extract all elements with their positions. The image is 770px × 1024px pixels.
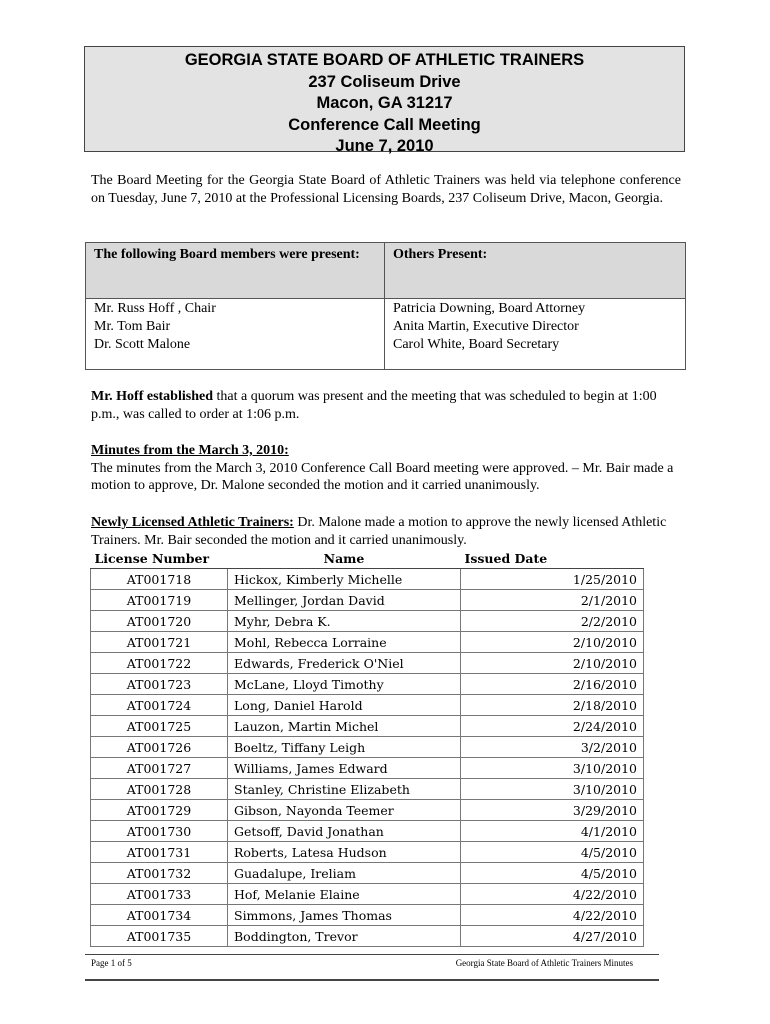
minutes-text: The minutes from the March 3, 2010 Conference Call Board meeting were approved. – Mr. Bair made a motion to approve, Dr. Malone seconded the motion and it carried unanimously. [91, 460, 674, 493]
table-row [91, 884, 644, 905]
license-number-cell: AT001726 [91, 737, 228, 758]
license-number-cell: AT001734 [91, 905, 228, 926]
license-number-cell: AT001718 [91, 569, 228, 590]
issued-date-cell: 2/24/2010 [461, 716, 644, 737]
others-present-list [385, 298, 685, 369]
table-row [91, 611, 644, 632]
name-cell: Long, Daniel Harold [228, 695, 461, 716]
quorum-paragraph [91, 388, 681, 423]
name-cell: Roberts, Latesa Hudson [228, 842, 461, 863]
license-number-cell: AT001721 [91, 632, 228, 653]
license-number-cell: AT001727 [91, 758, 228, 779]
name-cell: Edwards, Frederick O'Niel [228, 653, 461, 674]
other-attendee: Patricia Downing, Board Attorney [393, 301, 586, 316]
name-cell: Simmons, James Thomas [228, 905, 461, 926]
table-row [91, 926, 644, 947]
address-street: 237 Coliseum Drive [308, 72, 461, 91]
issued-date-cell: 4/5/2010 [461, 842, 644, 863]
document-header [84, 46, 685, 155]
issued-date-cell: 4/1/2010 [461, 821, 644, 842]
license-number-cell: AT001732 [91, 863, 228, 884]
issued-date-cell: 4/22/2010 [461, 884, 644, 905]
board-member: Dr. Scott Malone [94, 337, 191, 352]
table-row [91, 737, 644, 758]
issued-date-cell: 3/10/2010 [461, 779, 644, 800]
license-number-cell: AT001722 [91, 653, 228, 674]
name-cell: Boddington, Trevor [228, 926, 461, 947]
other-attendee: Carol White, Board Secretary [393, 337, 560, 352]
page-footer [85, 954, 659, 981]
issued-date-cell: 4/5/2010 [461, 863, 644, 884]
name-cell: Stanley, Christine Elizabeth [228, 779, 461, 800]
license-number-cell: AT001725 [91, 716, 228, 737]
issued-date-cell: 2/18/2010 [461, 695, 644, 716]
others-present-header: Others Present: [385, 243, 685, 298]
address-city: Macon, GA 31217 [316, 94, 453, 112]
licensed-heading: Newly Licensed Athletic Trainers: [91, 515, 294, 530]
license-number-cell: AT001720 [91, 611, 228, 632]
issued-date-cell: 2/1/2010 [461, 590, 644, 611]
issued-date-cell: 3/10/2010 [461, 758, 644, 779]
license-table [90, 548, 644, 947]
name-cell: Hickox, Kimberly Michelle [228, 569, 461, 590]
issued-date-cell: 1/25/2010 [461, 569, 644, 590]
issued-date-cell: 2/10/2010 [461, 653, 644, 674]
board-members-list [86, 298, 384, 369]
table-row [91, 695, 644, 716]
board-name: GEORGIA STATE BOARD OF ATHLETIC TRAINERS [184, 51, 585, 69]
table-row [91, 674, 644, 695]
table-row [91, 905, 644, 926]
name-cell: McLane, Lloyd Timothy [228, 674, 461, 695]
table-row [91, 779, 644, 800]
name-cell: Gibson, Nayonda Teemer [228, 800, 461, 821]
issued-date-cell: 2/16/2010 [461, 674, 644, 695]
table-header-row [91, 548, 644, 569]
name-cell: Hof, Melanie Elaine [228, 884, 461, 905]
table-row [91, 569, 644, 590]
table-row [91, 842, 644, 863]
license-number-cell: AT001729 [91, 800, 228, 821]
quorum-text: that a quorum was present and the meeting that was scheduled to begin at 1:00 p.m., was called to order at 1:06 p.m. [91, 389, 657, 422]
page-number: Page 1 of 5 [91, 958, 132, 968]
meeting-type: Conference Call Meeting [288, 115, 481, 134]
intro-paragraph: The Board Meeting for the Georgia State Board of Athletic Trainers was held via telephone conference on Tuesday, June 7, 2010 at the Professional Licensing Boards, 237 Coliseum Drive, Macon, Georgia. [91, 173, 681, 206]
license-number-cell: AT001728 [91, 779, 228, 800]
table-row [91, 590, 644, 611]
name-cell: Getsoff, David Jonathan [228, 821, 461, 842]
name-cell: Myhr, Debra K. [228, 611, 461, 632]
issued-date-cell: 3/2/2010 [461, 737, 644, 758]
table-row [91, 821, 644, 842]
board-member: Mr. Tom Bair [94, 319, 171, 334]
minutes-heading: Minutes from the March 3, 2010: [91, 443, 289, 458]
column-header-date: Issued Date [461, 548, 644, 569]
license-number-cell: AT001719 [91, 590, 228, 611]
issued-date-cell: 4/22/2010 [461, 905, 644, 926]
license-table-body [91, 569, 644, 947]
name-cell: Mohl, Rebecca Lorraine [228, 632, 461, 653]
license-number-cell: AT001730 [91, 821, 228, 842]
other-attendee: Anita Martin, Executive Director [393, 319, 579, 334]
issued-date-cell: 4/27/2010 [461, 926, 644, 947]
board-members-header: The following Board members were present: [86, 243, 384, 298]
name-cell: Boeltz, Tiffany Leigh [228, 737, 461, 758]
issued-date-cell: 3/29/2010 [461, 800, 644, 821]
license-number-cell: AT001733 [91, 884, 228, 905]
table-row [91, 632, 644, 653]
table-row [91, 863, 644, 884]
meeting-date: June 7, 2010 [335, 137, 434, 155]
name-cell: Williams, James Edward [228, 758, 461, 779]
footer-title: Georgia State Board of Athletic Trainers Minutes [455, 958, 633, 968]
table-row [91, 716, 644, 737]
name-cell: Guadalupe, Ireliam [228, 863, 461, 884]
table-row [91, 800, 644, 821]
licensed-text: Dr. Malone made a motion to approve the newly licensed Athletic Trainers. Mr. Bair seconded the motion and it carried unanimously. [91, 515, 667, 548]
issued-date-cell: 2/10/2010 [461, 632, 644, 653]
table-row [91, 653, 644, 674]
table-row [91, 758, 644, 779]
name-cell: Mellinger, Jordan David [228, 590, 461, 611]
license-number-cell: AT001723 [91, 674, 228, 695]
quorum-lead: Mr. Hoff established [91, 389, 213, 404]
column-header-name: Name [228, 548, 461, 569]
column-header-license: License Number [91, 548, 228, 569]
minutes-section [91, 442, 681, 495]
name-cell: Lauzon, Martin Michel [228, 716, 461, 737]
license-number-cell: AT001731 [91, 842, 228, 863]
issued-date-cell: 2/2/2010 [461, 611, 644, 632]
license-number-cell: AT001735 [91, 926, 228, 947]
licensed-section [91, 514, 681, 549]
board-member: Mr. Russ Hoff , Chair [94, 301, 216, 316]
attendance-table [85, 242, 686, 370]
license-number-cell: AT001724 [91, 695, 228, 716]
